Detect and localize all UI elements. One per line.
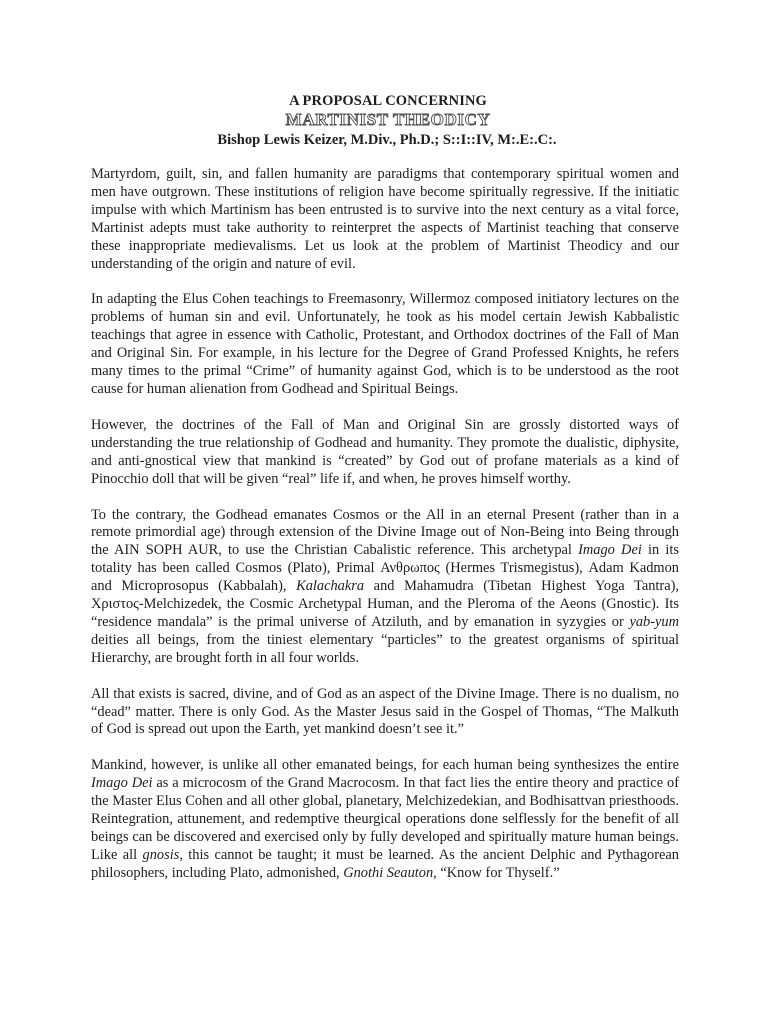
italic-term: Kalachakra [296, 578, 365, 595]
paragraph-text: In adapting the Elus Cohen teachings to Freemasonry, Willermoz composed initiatory lectures on the problems of human sin and evil. Unfortunately, he took as his model certain Jewish Kabbalistic teachings that agree in essence with Catholic, Protestant, and Orthodox doctrines of the Fall of Man and Original Sin. For example, in his lecture for the Degree of Grand Professed Knights, he refers many times to the primal “Crime” of humanity against God, which is to be understood as the root cause for human alienation from Godhead and Spiritual Beings. [91, 291, 679, 397]
paragraph-text: deities all beings, from the tiniest elementary “particles” to the greatest organisms of spiritual Hierarchy, are brought forth in all four worlds. [91, 631, 679, 666]
paragraph-text: All that exists is sacred, divine, and of God as an aspect of the Divine Image. There is no dualism, no “dead” matter. There is only God. As the Master Jesus said in the Gospel of Thomas, “The Malkuth of God is spread out upon the Earth, yet mankind doesn’t see it.” [91, 685, 679, 738]
document-subtitle: MARTINIST THEODICY [285, 110, 491, 129]
body-paragraph [91, 507, 679, 668]
body-paragraph [91, 417, 679, 489]
document-title: A PROPOSAL CONCERNING [289, 93, 487, 109]
paragraph-text: , this cannot be taught; it must be learned. As the ancient Delphic and Pythagorean philosophers, including Plato, admonished, [91, 846, 680, 881]
italic-term: gnosis [142, 846, 180, 863]
paragraph-text: However, the doctrines of the Fall of Man and Original Sin are grossly distorted ways of understanding the true relationship of Godhead and humanity. They promote the dualistic, diphysite, and anti-gnostical view that mankind is “created” by God out of profane materials as a kind of Pinocchio doll that will be given “real” life if, and when, he proves himself worthy. [91, 416, 679, 487]
italic-term: Imago Dei [91, 775, 153, 792]
paragraph-text: To the contrary, the Godhead emanates Cosmos or the All in an eternal Present (rather than in a remote primordial age) through extension of the Divine Image out of Non-Being into Being through the AIN SOPH AUR, to use the Christian Cabalistic reference. This archetypal [91, 506, 679, 559]
body-paragraph [91, 757, 679, 882]
document-body [91, 166, 679, 901]
paragraph-text: Mankind, however, is unlike all other emanated beings, for each human being synthesizes the entire [91, 757, 679, 774]
italic-term: yab-yum [629, 613, 679, 630]
paragraph-text: “Know for Thyself.” [436, 864, 560, 881]
body-paragraph [91, 686, 679, 740]
italic-term: Gnothi Seauton, [343, 864, 437, 881]
body-paragraph [91, 166, 679, 273]
document-author: Bishop Lewis Keizer, M.Div., Ph.D.; S::I::IV, M:.E:.C:. [217, 132, 557, 148]
italic-term: Imago Dei [578, 542, 642, 559]
document-header [0, 92, 768, 149]
body-paragraph [91, 291, 679, 398]
paragraph-text: in its totality has been called Cosmos (Plato), Primal Ανθρωπος (Hermes Trismegistus), Adam Kadmon and Microprosopus (Kabbalah), [91, 542, 679, 595]
paragraph-text: and Mahamudra (Tibetan Highest Yoga Tantra), Χριστος-Melchizedek, the Cosmic Archetypal Human, and the Pleroma of the Aeons (Gnostic). Its “residence mandala” is the primal universe of Atziluth, and by emanation in syzygies or [91, 578, 679, 630]
paragraph-text: as a microcosm of the Grand Macrocosm. In that fact lies the entire theory and practice of the Master Elus Cohen and all other global, planetary, Melchizedekian, and Bodhisattvan priesthoods. Reintegration, attunement, and redemptive theurgical operations done selflessly for the benefit of all beings can be discovered and exercised only by fully developed and spiritually mature human beings. Like all [91, 775, 679, 863]
paragraph-text: Martyrdom, guilt, sin, and fallen humanity are paradigms that contemporary spiritual women and men have outgrown. These institutions of religion have become spiritually regressive. If the initiatic impulse with which Martinism has been entrusted is to survive into the next century as a vital force, Martinist adepts must take authority to reinterpret the aspects of Martinist teaching that conserve these inappropriate medievalisms. Let us look at the problem of Martinist Theodicy and our understanding of the origin and nature of evil. [91, 166, 679, 272]
